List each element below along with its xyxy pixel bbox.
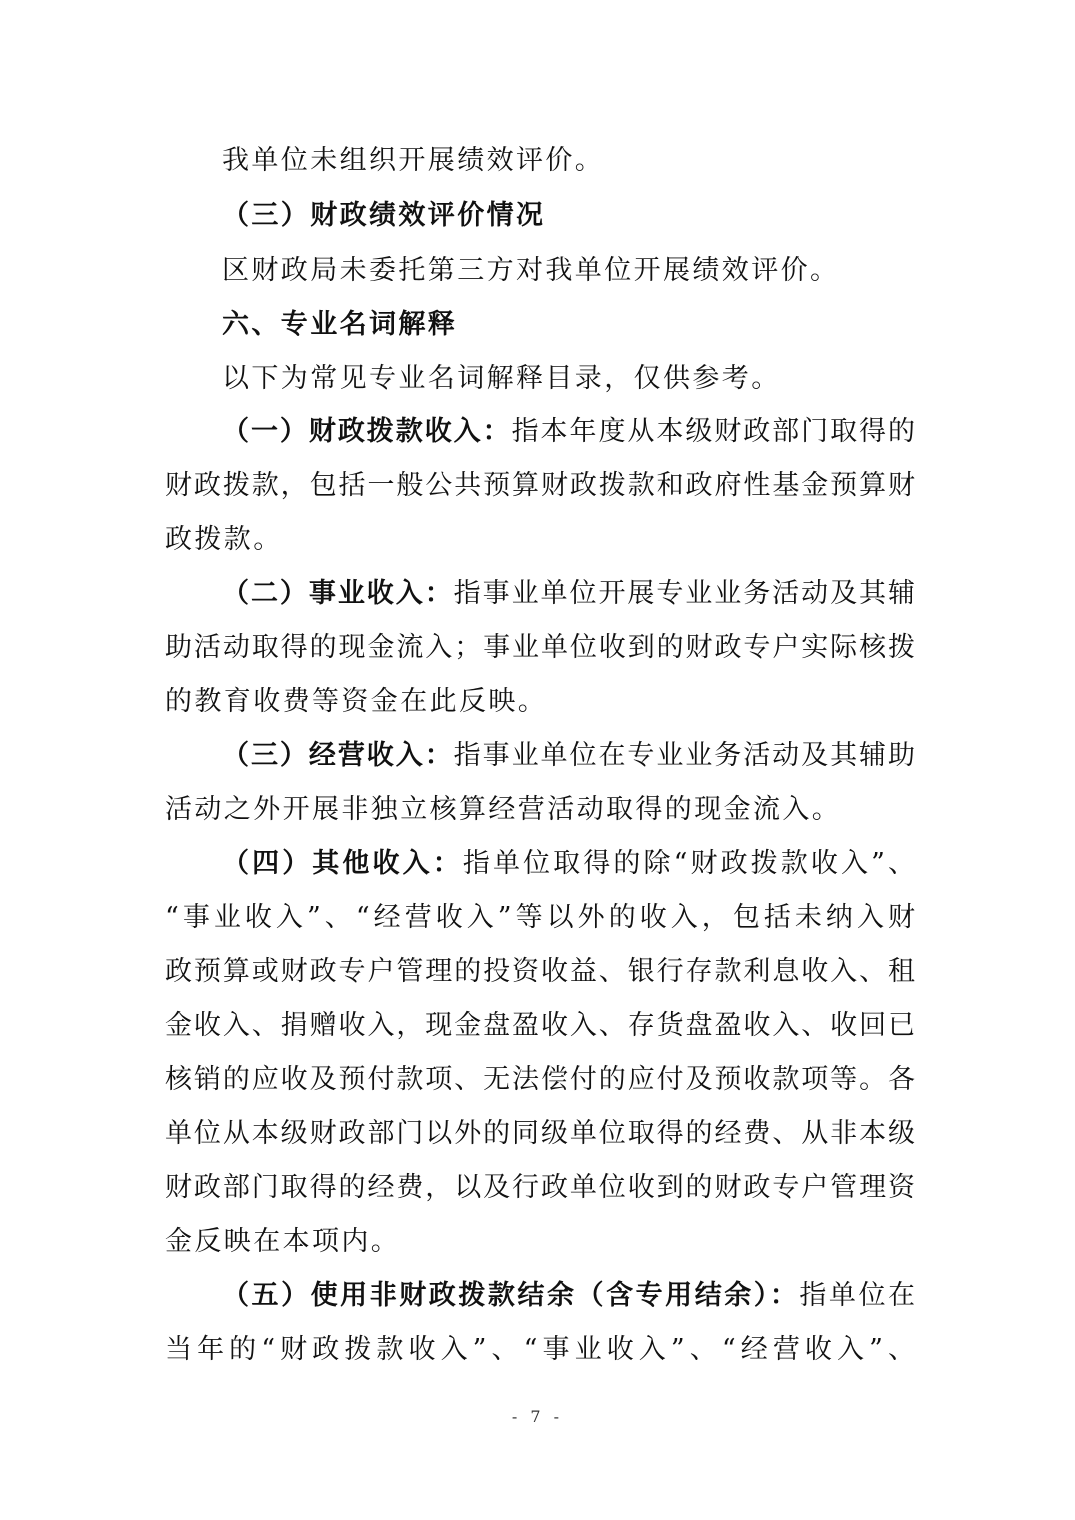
heading-glossary: 六、专业名词解释: [222, 309, 458, 340]
term-fiscal-appropriation-title: （一）财政拨款收入：: [222, 416, 512, 447]
term-other-income-line8: 金反映在本项内。: [165, 1226, 401, 1257]
heading-financial-evaluation: （三）财政绩效评价情况: [222, 200, 546, 231]
term-other-income-title: （四）其他收入：: [222, 848, 463, 879]
term-other-income-line7: 财政部门取得的经费，以及行政单位收到的财政专户管理资: [165, 1172, 915, 1203]
term-non-fiscal-balance-line1: （五）使用非财政拨款结余（含专用结余）：指单位在: [222, 1280, 916, 1311]
term-business-income-title: （二）事业收入：: [222, 578, 454, 609]
paragraph-third-party: 区财政局未委托第三方对我单位开展绩效评价。: [222, 255, 840, 286]
term-other-income-line2: “事业收入”、“经营收入”等以外的收入，包括未纳入财: [165, 902, 915, 933]
term-fiscal-appropriation-line2: 财政拨款，包括一般公共预算财政拨款和政府性基金预算财: [165, 470, 915, 501]
term-operating-income-title: （三）经营收入：: [222, 740, 454, 771]
term-business-income-line2: 助活动取得的现金流入；事业单位收到的财政专户实际核拨: [165, 632, 915, 663]
term-other-income-line5: 核销的应收及预付款项、无法偿付的应付及预收款项等。各: [165, 1064, 915, 1095]
term-non-fiscal-balance-line2: 当年的“财政拨款收入”、“事业收入”、“经营收入”、: [165, 1334, 915, 1365]
term-other-income-line6: 单位从本级财政部门以外的同级单位取得的经费、从非本级: [165, 1118, 915, 1149]
term-business-income-line3: 的教育收费等资金在此反映。: [165, 686, 548, 717]
term-operating-income-line2: 活动之外开展非独立核算经营活动取得的现金流入。: [165, 794, 842, 825]
term-non-fiscal-balance-title: （五）使用非财政拨款结余（含专用结余）：: [222, 1280, 800, 1311]
paragraph-no-evaluation: 我单位未组织开展绩效评价。: [222, 145, 605, 176]
page-number: - 7 -: [511, 1407, 564, 1426]
term-fiscal-appropriation-line1: （一）财政拨款收入：指本年度从本级财政部门取得的: [222, 416, 916, 447]
term-other-income-line3: 政预算或财政专户管理的投资收益、银行存款利息收入、租: [165, 956, 915, 987]
paragraph-glossary-intro: 以下为常见专业名词解释目录，仅供参考。: [222, 363, 781, 394]
term-other-income-line1: （四）其他收入：指单位取得的除“财政拨款收入”、: [222, 848, 916, 879]
term-business-income-line1: （二）事业收入：指事业单位开展专业业务活动及其辅: [222, 578, 916, 609]
term-other-income-line4: 金收入、捐赠收入，现金盘盈收入、存货盘盈收入、收回已: [165, 1010, 915, 1041]
term-operating-income-line1: （三）经营收入：指事业单位在专业业务活动及其辅助: [222, 740, 916, 771]
term-fiscal-appropriation-line3: 政拨款。: [165, 524, 283, 555]
